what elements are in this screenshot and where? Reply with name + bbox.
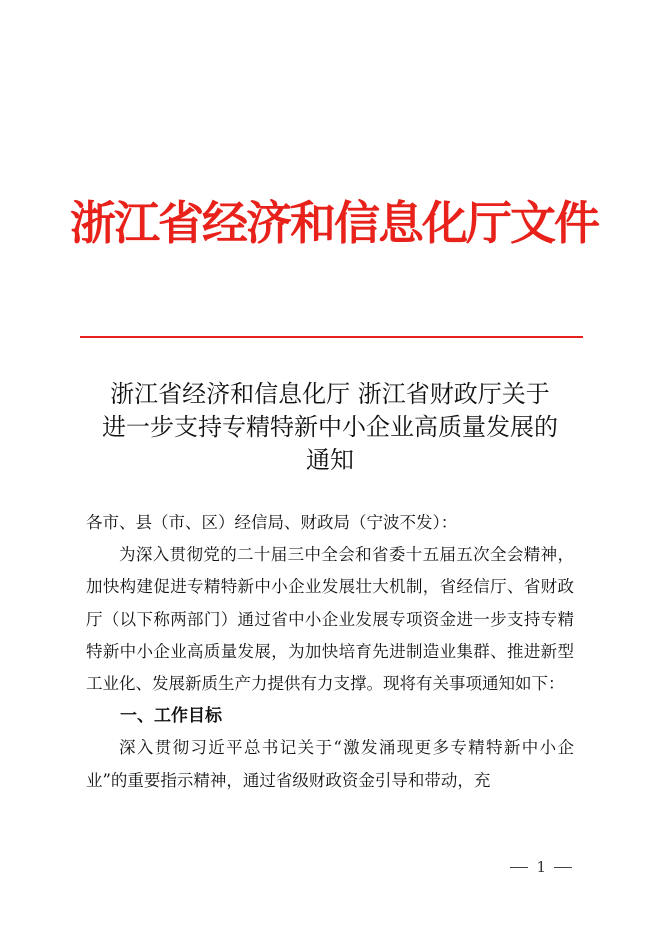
- section-heading: 一、工作目标: [120, 706, 222, 727]
- document-title-line: 通知: [306, 446, 354, 474]
- page-number-value: 1: [536, 858, 546, 876]
- red-divider-rule: [80, 336, 583, 338]
- salutation: 各市、县（市、区）经信局、财政局（宁波不发）：: [86, 513, 458, 532]
- page-number: [510, 858, 572, 876]
- org-header-title: 浙江省经济和信息化厅文件: [70, 196, 598, 250]
- document-title: [60, 378, 600, 477]
- document-title-line: 浙江省经济和信息化厅 浙江省财政厅关于: [110, 380, 550, 408]
- page-number-dash-left: [510, 867, 528, 868]
- page-number-dash-right: [554, 867, 572, 868]
- document-title-line: 进一步支持专精特新中小企业高质量发展的: [102, 413, 558, 441]
- document-body: [86, 507, 574, 797]
- section-paragraph: 深入贯彻习近平总书记关于“激发涌现更多专精特新中小企业”的重要指示精神，通过省级财政资金引导和带动，充: [86, 738, 574, 790]
- intro-paragraph: 为深入贯彻党的二十届三中全会和省委十五届五次全会精神，加快构建促进专精特新中小企业发展壮大机制，省经信厅、省财政厅（以下称两部门）通过省中小企业发展专项资金进一步支持专精特新中小企业高质量发展，为加快培育先进制造业集群、推进新型工业化、发展新质生产力提供有力支撑。现将有关事项通知如下：: [86, 545, 574, 694]
